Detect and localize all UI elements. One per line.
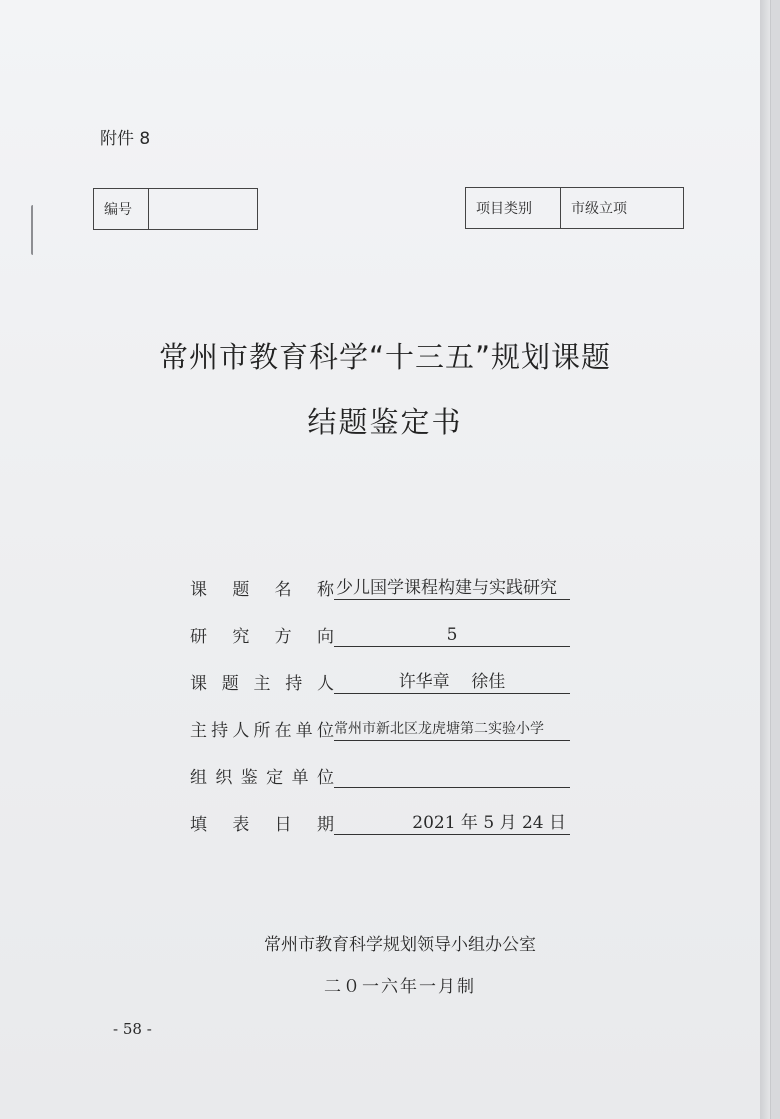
document-subtitle: 结题鉴定书 (307, 405, 463, 439)
form-row-host (190, 664, 570, 694)
unit-label: 主 持 人 所 在 单 位 (190, 721, 334, 741)
host-label: 课 题 主 持 人 (190, 674, 334, 694)
document-title: 常州市教育科学“十三五”规划课题 (158, 340, 612, 374)
unit-value: 常州市新北区龙虎塘第二实验小学 (334, 718, 570, 741)
topic-value: 少儿国学课程构建与实践研究 (334, 577, 570, 600)
date-label: 填 表 日 期 (190, 815, 334, 835)
topic-label: 课 题 名 称 (190, 580, 334, 600)
form-row-direction (190, 617, 570, 647)
made-date: 二０一六年一月制 (324, 977, 476, 997)
page-number: - 58 - (113, 1020, 152, 1038)
form-row-unit (190, 711, 570, 741)
form-row-date (190, 805, 570, 835)
id-box (93, 188, 258, 230)
direction-label: 研 究 方 向 (190, 627, 334, 647)
form-row-topic (190, 570, 570, 600)
date-value: 2021 年 5 月 24 日 (334, 812, 570, 835)
id-value (149, 189, 258, 230)
category-box (465, 187, 684, 229)
binding-mark (31, 205, 37, 255)
host-value: 许华章 徐佳 (334, 671, 570, 694)
organizer-label: 组 织 鉴 定 单 位 (190, 768, 334, 788)
direction-value: 5 (334, 624, 570, 647)
category-label: 项目类别 (466, 188, 561, 229)
category-value: 市级立项 (561, 188, 684, 229)
form-row-organizer (190, 758, 570, 788)
organizer-value (334, 765, 570, 788)
issuing-office: 常州市教育科学规划领导小组办公室 (264, 935, 536, 955)
attachment-label: 附件 8 (100, 129, 151, 149)
id-label: 编号 (94, 189, 149, 230)
